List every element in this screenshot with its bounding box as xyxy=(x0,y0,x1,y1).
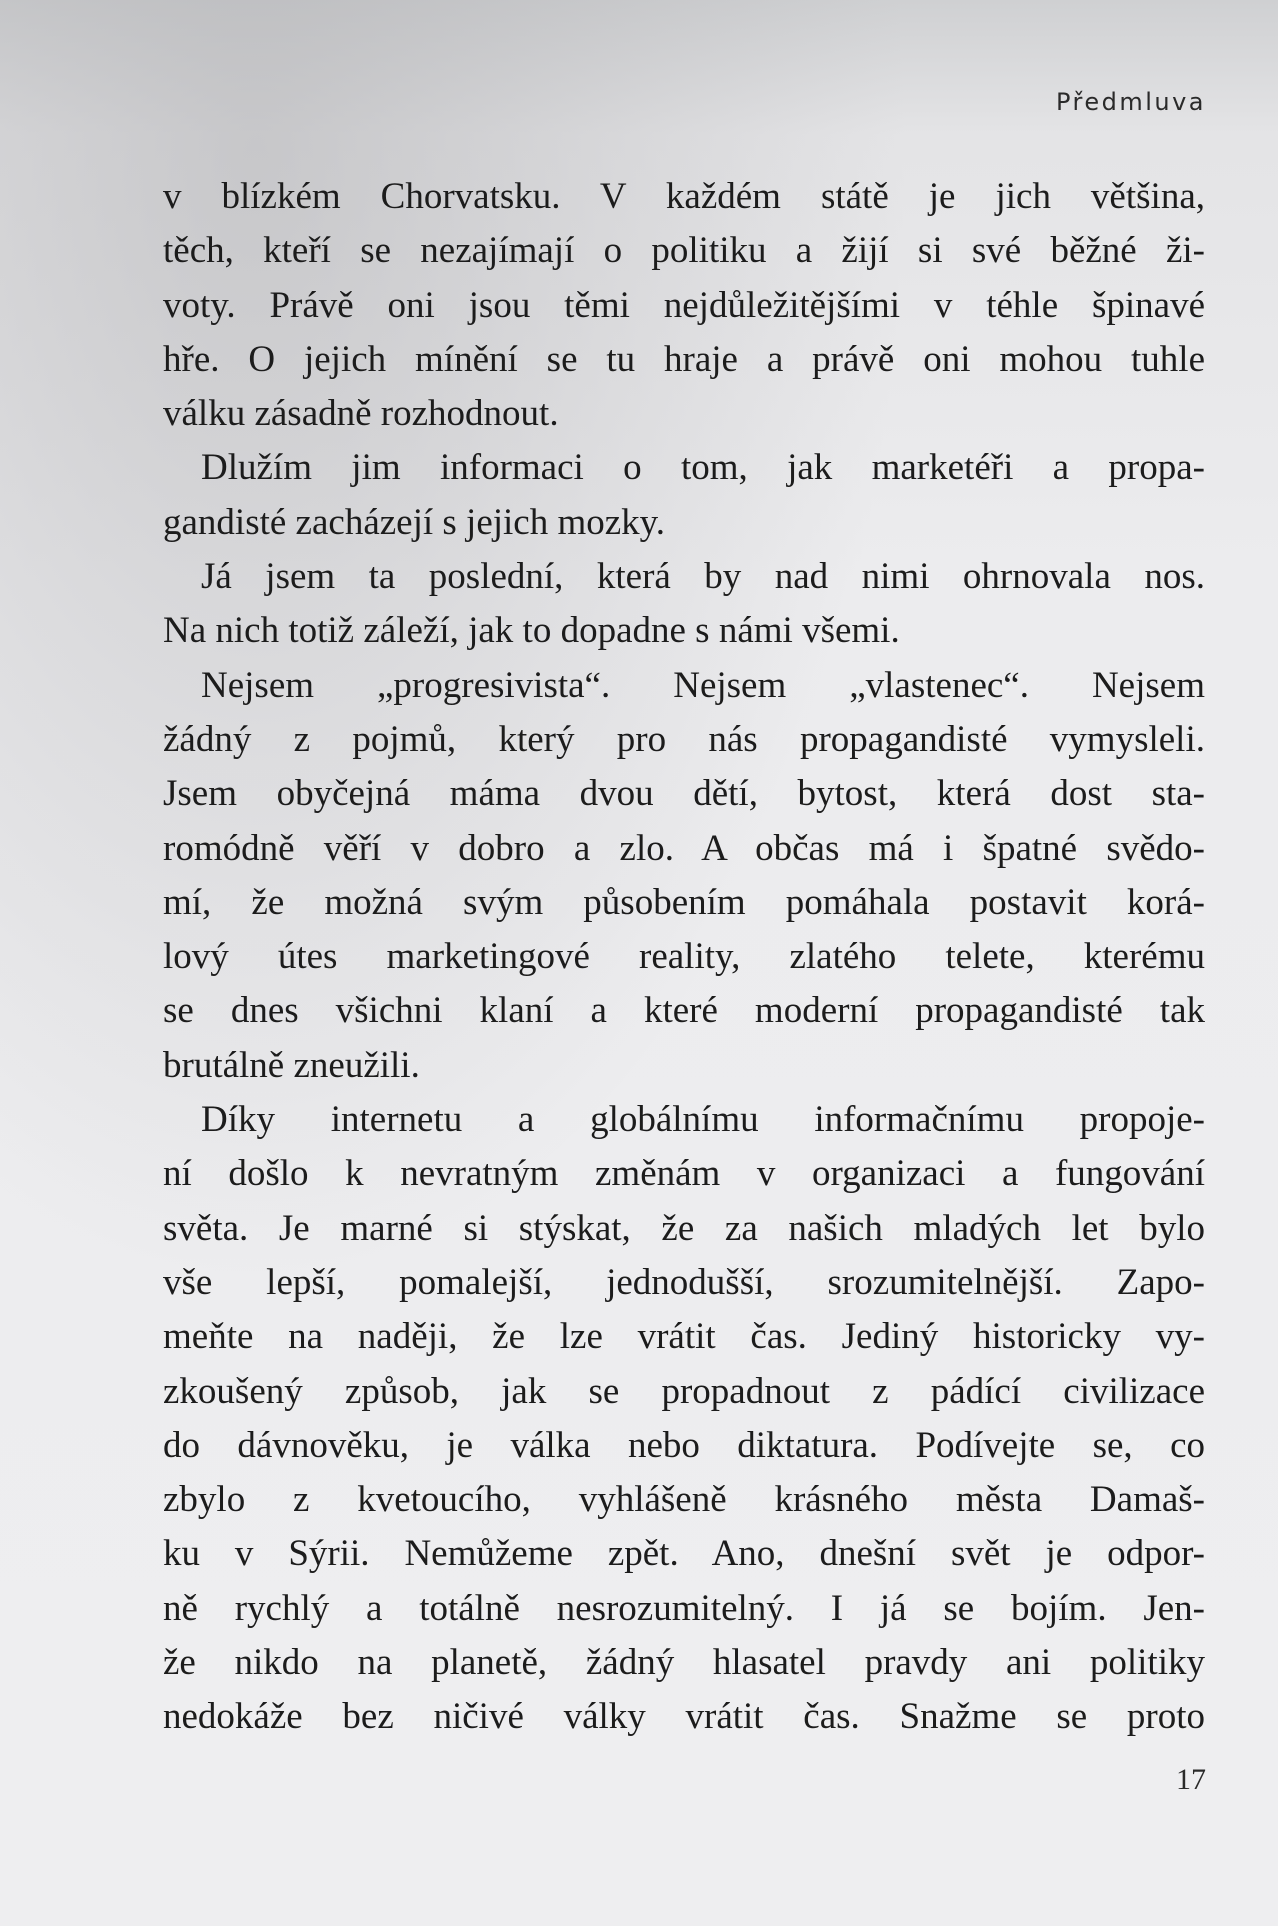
text-line: ní došlo k nevratným změnám v organizaci a fungování xyxy=(163,1153,1205,1195)
text-line: světa. Je marné si stýskat, že za našich mladých let bylo xyxy=(163,1207,1205,1249)
text-line: Dlužím jim informaci o tom, jak marketéři a propa- xyxy=(201,447,1205,489)
text-line: nedokáže bez ničivé války vrátit čas. Snažme se proto xyxy=(163,1696,1205,1738)
paragraph xyxy=(163,659,1205,1093)
text-line: Na nich totiž záleží, jak to dopadne s námi všemi. xyxy=(163,610,900,652)
running-header: Předmluva xyxy=(1055,88,1206,116)
page-number: 17 xyxy=(1176,1763,1206,1796)
text-line: Díky internetu a globálnímu informačnímu propoje- xyxy=(201,1099,1205,1141)
text-line: Já jsem ta poslední, která by nad nimi ohrnovala nos. xyxy=(201,556,1205,598)
text-line: válku zásadně rozhodnout. xyxy=(163,393,559,435)
body-text xyxy=(163,170,1205,1745)
paragraph xyxy=(163,1093,1205,1745)
text-line: ku v Sýrii. Nemůžeme zpět. Ano, dnešní svět je odpor- xyxy=(163,1533,1205,1575)
text-line: se dnes všichni klaní a které moderní propagandisté tak xyxy=(163,990,1205,1032)
text-line: hře. O jejich mínění se tu hraje a právě oni mohou tuhle xyxy=(163,338,1205,380)
text-line: vše lepší, pomalejší, jednodušší, srozumitelnější. Zapo- xyxy=(163,1261,1205,1303)
text-line: gandisté zacházejí s jejich mozky. xyxy=(163,501,666,543)
text-line: žádný z pojmů, který pro nás propagandisté vymysleli. xyxy=(163,718,1205,760)
paragraph xyxy=(163,550,1205,659)
text-line: zkoušený způsob, jak se propadnout z pádící civilizace xyxy=(163,1370,1205,1412)
text-line: zbylo z kvetoucího, vyhlášeně krásného města Damaš- xyxy=(163,1479,1205,1521)
text-line: meňte na naději, že lze vrátit čas. Jediný historicky vy- xyxy=(163,1316,1205,1358)
text-line: Jsem obyčejná máma dvou dětí, bytost, která dost sta- xyxy=(163,773,1205,815)
text-line: mí, že možná svým působením pomáhala postavit korá- xyxy=(163,881,1205,923)
text-line: lový útes marketingové reality, zlatého telete, kterému xyxy=(163,936,1205,978)
text-line: ně rychlý a totálně nesrozumitelný. I já se bojím. Jen- xyxy=(163,1587,1205,1629)
text-line: brutálně zneužili. xyxy=(163,1044,420,1086)
text-line: že nikdo na planetě, žádný hlasatel pravdy ani politiky xyxy=(163,1642,1205,1684)
text-line: do dávnověku, je válka nebo diktatura. Podívejte se, co xyxy=(163,1424,1205,1466)
paragraph xyxy=(163,441,1205,550)
paragraph xyxy=(163,170,1205,441)
text-line: romódně věří v dobro a zlo. A občas má i špatné svědo- xyxy=(163,827,1205,869)
text-line: voty. Právě oni jsou těmi nejdůležitějšími v téhle špinavé xyxy=(163,284,1205,326)
text-line: v blízkém Chorvatsku. V každém státě je jich většina, xyxy=(163,176,1205,217)
text-line: těch, kteří se nezajímají o politiku a žijí si své běžné ži- xyxy=(163,230,1205,272)
text-line: Nejsem „progresivista“. Nejsem „vlastenec“. Nejsem xyxy=(201,664,1205,706)
